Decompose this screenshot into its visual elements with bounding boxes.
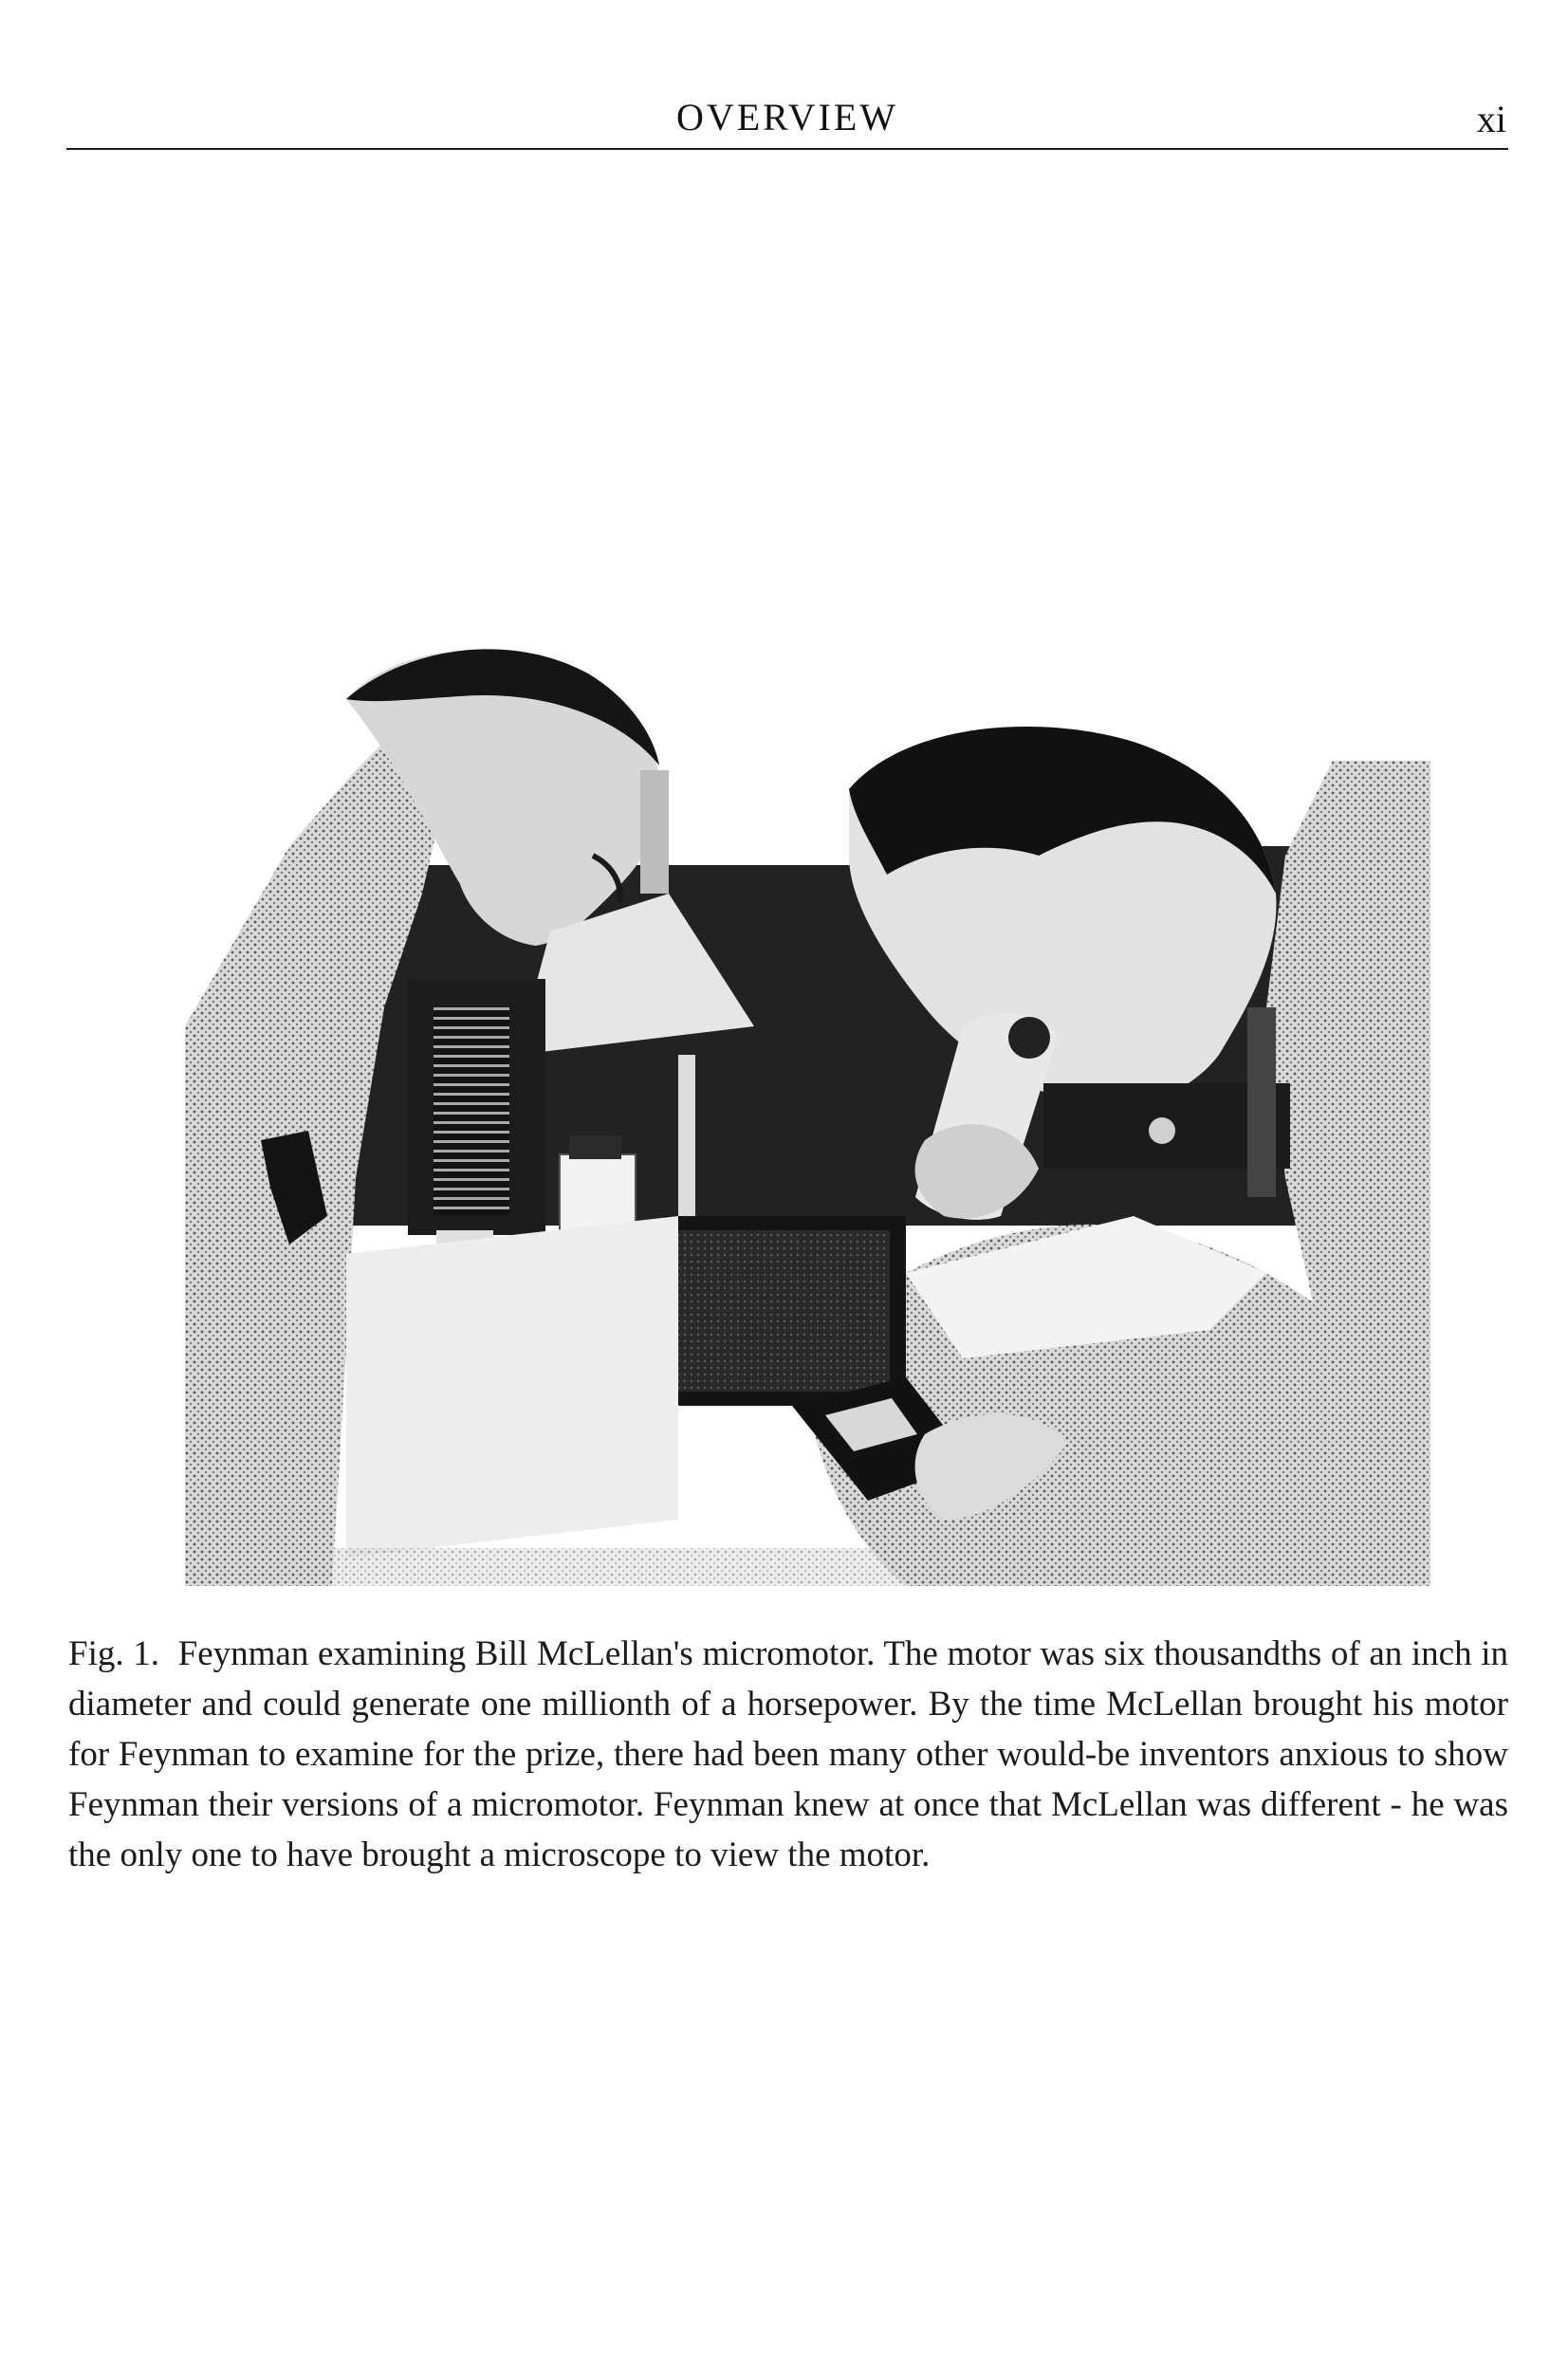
page-header (66, 82, 1508, 150)
photo-feynman-microscope (185, 609, 1430, 1586)
running-head: OVERVIEW (675, 96, 899, 138)
figure-label: Fig. 1. (68, 1634, 159, 1673)
figure-caption-text: Feynman examining Bill McLellan's micromotor. The motor was six thousandths of an inch in diameter and could generate one millionth of a horsepower. By the time McLellan brought his motor for Feynman to examine for the prize, there had been many other would-be inventors anxious to show Feynman their versions of a micromotor. Feynman knew at once that McLellan was different - he was the only one to have brought a microscope to view the motor. (68, 1634, 1509, 1874)
figure-photo (185, 609, 1430, 1586)
figure-caption (68, 1629, 1508, 1880)
page-number: xi (1476, 98, 1506, 140)
